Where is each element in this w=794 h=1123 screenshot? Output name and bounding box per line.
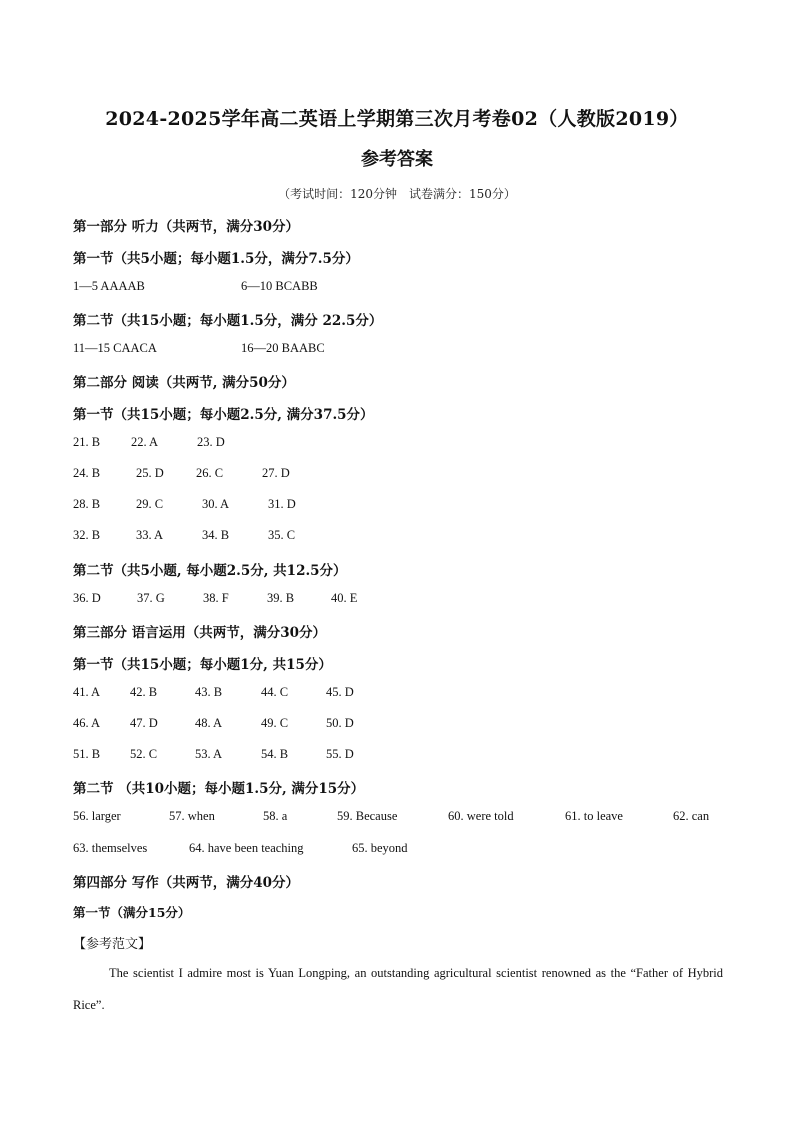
- answer-item: 29. C: [136, 497, 164, 511]
- answer-item: 48. A: [195, 716, 223, 730]
- page-subtitle: 参考答案: [361, 149, 433, 170]
- answer-item: 59. Because: [337, 809, 398, 823]
- answer-item: 42. B: [130, 685, 158, 699]
- answer-item: 63. themselves: [73, 841, 148, 855]
- answer-item: 22. A: [131, 435, 159, 449]
- exam-meta: （考试时间：120分钟 试卷满分：150分）: [278, 187, 516, 201]
- answer-item: 23. D: [197, 435, 225, 449]
- answer-item: 56. larger: [73, 809, 121, 823]
- answer-item: 31. D: [268, 497, 296, 511]
- answer-group: 1—5 AAAAB: [73, 279, 145, 293]
- answer-item: 37. G: [137, 591, 165, 605]
- answer-row: [73, 716, 354, 731]
- sample-essay-paragraph: The scientist I admire most is Yuan Longping, an outstanding agricultural scientist renowned as the “Father of Hybrid Rice”.: [73, 966, 723, 1012]
- answer-item: 52. C: [130, 747, 158, 761]
- part1-sec2-heading: 第二节（共15小题；每小题1.5分，满分 22.5分）: [73, 313, 383, 329]
- answer-row: [73, 841, 408, 856]
- answer-item: 33. A: [136, 528, 164, 542]
- answer-item: 49. C: [261, 716, 289, 730]
- answer-item: 61. to leave: [565, 809, 623, 823]
- part2-heading: 第二部分 阅读（共两节, 满分50分）: [73, 375, 295, 391]
- answer-item: 47. D: [130, 716, 158, 730]
- part3-sec1-heading: 第一节（共15小题；每小题1分, 共15分）: [73, 657, 332, 673]
- answer-item: 39. B: [267, 591, 295, 605]
- answer-item: 28. B: [73, 497, 101, 511]
- part4-sec1-heading: 第一节（满分15分）: [73, 905, 191, 920]
- answer-row: [73, 435, 225, 450]
- part1-heading: 第一部分 听力（共两节，满分30分）: [73, 219, 299, 235]
- answer-row: [73, 466, 290, 481]
- answer-item: 38. F: [203, 591, 229, 605]
- part4-heading: 第四部分 写作（共两节，满分40分）: [73, 875, 299, 891]
- answer-item: 44. C: [261, 685, 289, 699]
- answer-item: 62. can: [673, 809, 710, 823]
- answer-item: 25. D: [136, 466, 164, 480]
- answer-group: 6—10 BCABB: [241, 279, 318, 293]
- answer-item: 65. beyond: [352, 841, 408, 855]
- part2-sec2-heading: 第二节（共5小题, 每小题2.5分, 共12.5分）: [73, 563, 347, 579]
- answer-item: 24. B: [73, 466, 101, 480]
- answer-row: [73, 528, 295, 543]
- answer-item: 36. D: [73, 591, 101, 605]
- answer-row: [73, 685, 354, 700]
- part2-sec1-heading: 第一节（共15小题；每小题2.5分, 满分37.5分）: [73, 407, 374, 423]
- answer-item: 30. A: [202, 497, 230, 511]
- answer-group: 11—15 CAACA: [73, 341, 157, 355]
- answer-item: 55. D: [326, 747, 354, 761]
- answer-item: 46. A: [73, 716, 101, 730]
- answer-item: 34. B: [202, 528, 230, 542]
- sample-essay-label: 【参考范文】: [73, 937, 152, 952]
- answer-item: 32. B: [73, 528, 101, 542]
- answer-item: 57. when: [169, 809, 215, 823]
- answer-item: 21. B: [73, 435, 101, 449]
- answer-row: [73, 809, 709, 824]
- answer-row: [73, 747, 354, 762]
- answer-row: [73, 497, 296, 512]
- answer-item: 35. C: [268, 528, 296, 542]
- answer-row: [73, 279, 318, 294]
- page-title: 2024-2025学年高二英语上学期第三次月考卷02（人教版2019）: [105, 108, 689, 130]
- answer-row: [73, 341, 325, 356]
- answer-item: 64. have been teaching: [189, 841, 304, 855]
- part3-sec2-heading: 第二节 （共10小题；每小题1.5分, 满分15分）: [73, 781, 365, 797]
- answer-item: 58. a: [263, 809, 288, 823]
- answer-item: 45. D: [326, 685, 354, 699]
- answer-item: 43. B: [195, 685, 223, 699]
- answer-item: 53. A: [195, 747, 223, 761]
- answer-item: 54. B: [261, 747, 289, 761]
- answer-item: 41. A: [73, 685, 101, 699]
- answer-item: 60. were told: [448, 809, 514, 823]
- answer-item: 50. D: [326, 716, 354, 730]
- part1-sec1-heading: 第一节（共5小题；每小题1.5分，满分7.5分）: [73, 251, 359, 267]
- part3-heading: 第三部分 语言运用（共两节，满分30分）: [73, 625, 326, 641]
- answer-row: [73, 591, 357, 606]
- answer-item: 40. E: [331, 591, 358, 605]
- answer-item: 51. B: [73, 747, 101, 761]
- answer-item: 27. D: [262, 466, 290, 480]
- answer-item: 26. C: [196, 466, 224, 480]
- answer-group: 16—20 BAABC: [241, 341, 325, 355]
